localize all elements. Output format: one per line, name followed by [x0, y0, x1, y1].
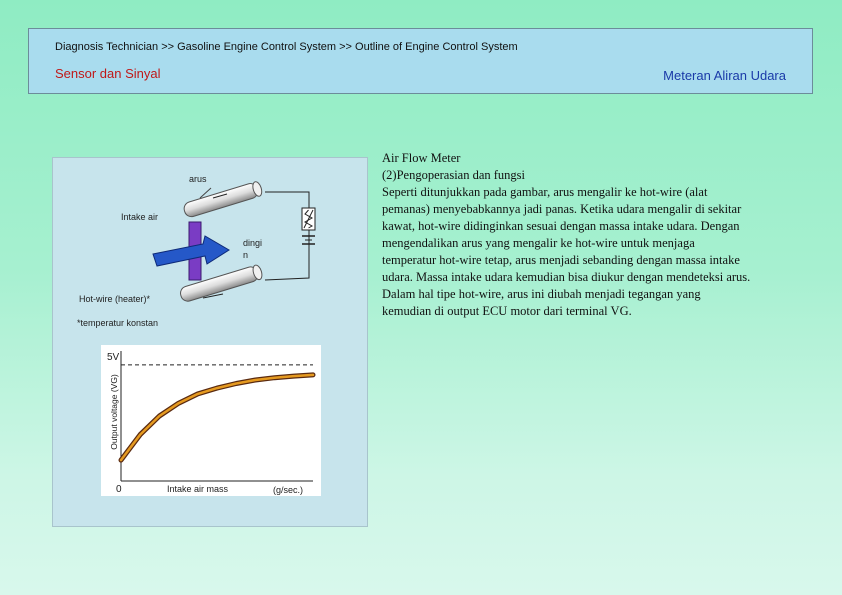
y-axis-label: Output voltage (VG) — [109, 374, 119, 450]
chart-box — [101, 345, 321, 496]
x-axis-label: Intake air mass — [167, 484, 229, 494]
description-subtitle: (2)Pengoperasian dan fungsi — [382, 168, 526, 182]
label-dingin-2: n — [243, 250, 249, 260]
hot-wire-diagram — [53, 158, 369, 338]
x-axis-unit: (g/sec.) — [273, 485, 304, 495]
upper-electrode — [182, 181, 263, 219]
topic-title: Sensor dan Sinyal — [55, 66, 161, 81]
x-tick-origin: 0 — [116, 484, 122, 495]
label-hot-wire: Hot-wire (heater)* — [79, 294, 151, 304]
description-line: kawat, hot-wire didinginkan sesuai dengan massa intake udara. Dengan — [382, 219, 740, 233]
label-dingin-1: dingi — [243, 238, 263, 248]
header-bar — [28, 28, 813, 94]
description-line: mengendalikan arus yang mengalir ke hot-wire untuk menjaga — [382, 236, 695, 250]
description-line: temperatur hot-wire tetap, arus menjadi sebanding dengan massa intake — [382, 253, 740, 267]
description-title: Air Flow Meter — [382, 151, 461, 165]
label-footnote: *temperatur konstan — [77, 318, 159, 328]
hot-wire-figure — [52, 157, 368, 527]
description-line: udara. Massa intake udara kemudian bisa diukur dengan mendeteksi arus. — [382, 270, 751, 284]
description-block — [382, 150, 802, 320]
y-tick-5v: 5V — [107, 352, 120, 363]
description-line: Seperti ditunjukkan pada gambar, arus mengalir ke hot-wire (alat — [382, 185, 708, 199]
description-line: pemanas) menyebabkannya jadi panas. Ketika udara mengalir di sekitar — [382, 202, 742, 216]
label-arus: arus — [189, 174, 207, 184]
description-line: Dalam hal tipe hot-wire, arus ini diubah menjadi tegangan yang — [382, 287, 701, 301]
voltage-chart — [101, 345, 321, 496]
breadcrumb[interactable]: Diagnosis Technician >> Gasoline Engine Control System >> Outline of Engine Control System — [55, 41, 518, 53]
section-title: Meteran Aliran Udara — [663, 68, 786, 83]
label-intake-air: Intake air — [121, 212, 159, 222]
description-line: kemudian di output ECU motor dari terminal VG. — [382, 304, 632, 318]
series-line — [121, 375, 313, 460]
